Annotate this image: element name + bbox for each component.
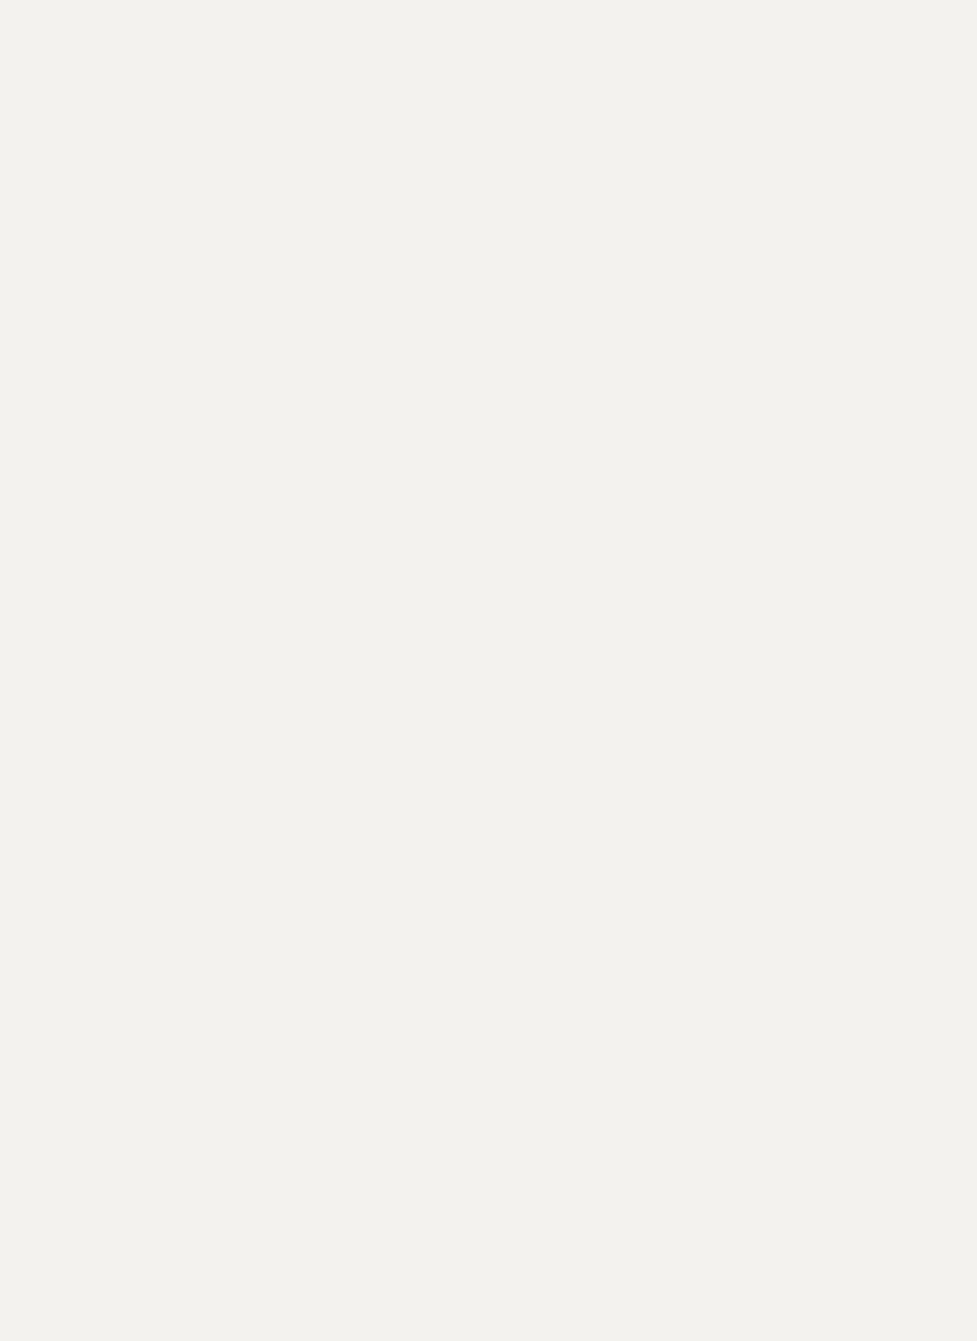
- middle-band: [12, 462, 965, 882]
- bottom-band: [12, 908, 965, 1328]
- top-band: [12, 22, 965, 442]
